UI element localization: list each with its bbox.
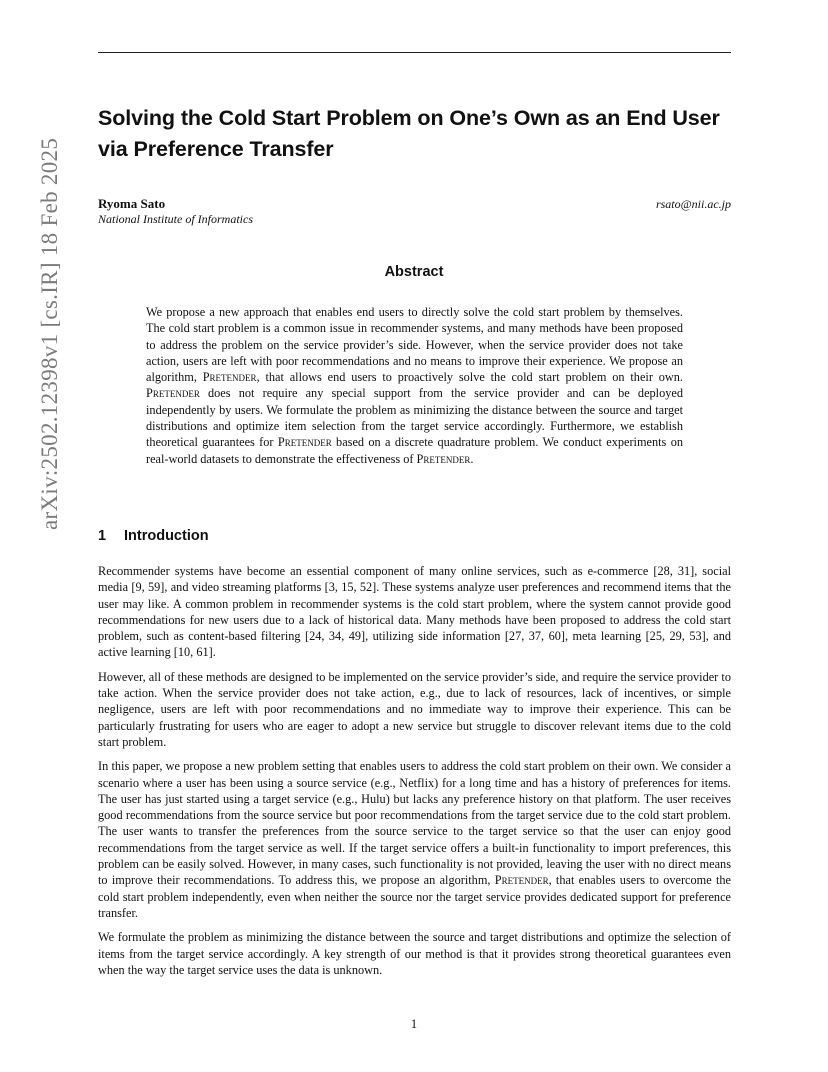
author-name: Ryoma Sato — [98, 196, 166, 211]
author-affiliation: National Institute of Informatics — [98, 212, 253, 226]
abstract-segment: We propose a new approach that enables end users to directly solve the cold start problem by themselves. The cold start problem is a common issue in recommender systems, and many methods have been proposed to address the problem on the service provider’s side. However, when the service provider does not take action, users are left with poor recommendations and no means to improve their experience. We propose an algorithm, — [146, 305, 683, 385]
paragraph-segment: In this paper, we propose a new problem setting that enables users to address the cold start problem on their own. We consider a scenario where a user has been using a source service (e.g., Netflix) for a long time and has a history of preferences for items. The user has just started using a target service (e.g., Hulu) but lacks any preference history on that platform. The user receives good recommendations from the source service but poor recommendations from the target service due to the cold start problem. The user wants to transfer the preferences from the source service to the target service so that the user can enjoy good recommendations from the target service as well. If the target service offers a built-in functionality to import preferences, this problem can be easily solved. However, in many cases, such functionality is not provided, leaving the user with no direct means to improve their recommendations. To address this, we propose an algorithm, — [98, 759, 731, 888]
section-number: 1 — [98, 528, 107, 544]
method-name: Pretender — [416, 451, 471, 466]
author-email[interactable]: rsato@nii.ac.jp — [655, 197, 731, 211]
abstract-segment: does not require any special support from the service provider and can be deployed independently by users. We formulate the problem as minimizing the distance between the source and target distributions and optimize item selection from the target service accordingly. Furthermore, we establish theoretical guarantees for — [146, 386, 683, 450]
abstract-segment: based on a discrete quadrature problem. We conduct experiments on real-world datasets to demonstrate the effectiveness of — [146, 435, 683, 466]
paper-title: Solving the Cold Start Problem on One’s Own as an End User via Preference Transfer — [98, 106, 720, 161]
method-name: Pretender — [277, 435, 332, 450]
section-heading — [98, 528, 209, 544]
section-title: Introduction — [124, 528, 209, 544]
paragraph-2: However, all of these methods are designed to be implemented on the service provider’s side, and require the service provider to take action. When the service provider does not take action, e.g., due to lack of resources, lack of incentives, or simple negligence, users are left with poor recommendations and no immediate way to improve their experience. This can be particularly frustrating for users who are eager to adopt a new service but struggle to discover relevant items due to the cold start problem. — [98, 669, 731, 749]
abstract-text — [146, 304, 683, 467]
page-number: 1 — [410, 1017, 418, 1031]
method-name: Pretender — [202, 370, 257, 385]
paragraph-segment: , that enables users to overcome the cold start problem independently, even when neither the source nor the target service provides dedicated support for preference transfer. — [98, 873, 731, 920]
method-name: Pretender — [146, 386, 200, 401]
arxiv-identifier-stamp[interactable]: arXiv:2502.12398v1 [cs.IR] 18 Feb 2025 — [37, 137, 62, 530]
paragraph-1: Recommender systems have become an essential component of many online services, such as e-commerce [28, 31], social media [9, 59], and video streaming platforms [3, 15, 52]. These systems analyze user preferences and recommend items that the user may like. A common problem in recommender systems is the cold start problem, where the system cannot provide good recommendations for new users due to a lack of historical data. Many methods have been proposed to address the cold start problem, such as content-based filtering [24, 34, 49], utilizing side information [27, 37, 60], meta learning [25, 29, 53], and active learning [10, 61]. — [98, 564, 731, 660]
abstract-heading: Abstract — [384, 264, 444, 280]
method-name: Pretender — [494, 873, 549, 888]
introduction-body — [98, 563, 731, 986]
abstract-segment: . — [470, 451, 474, 466]
paragraph-3 — [98, 758, 731, 921]
abstract-segment: , that allows end users to proactively solve the cold start problem on their own. — [256, 370, 683, 385]
paragraph-4: We formulate the problem as minimizing the distance between the source and target distributions and optimize the selection of items from the target service accordingly. A key strength of our method is that it provides strong theoretical guarantees even when the way the target service uses the data is unknown. — [98, 930, 731, 977]
header-rule — [98, 52, 731, 53]
